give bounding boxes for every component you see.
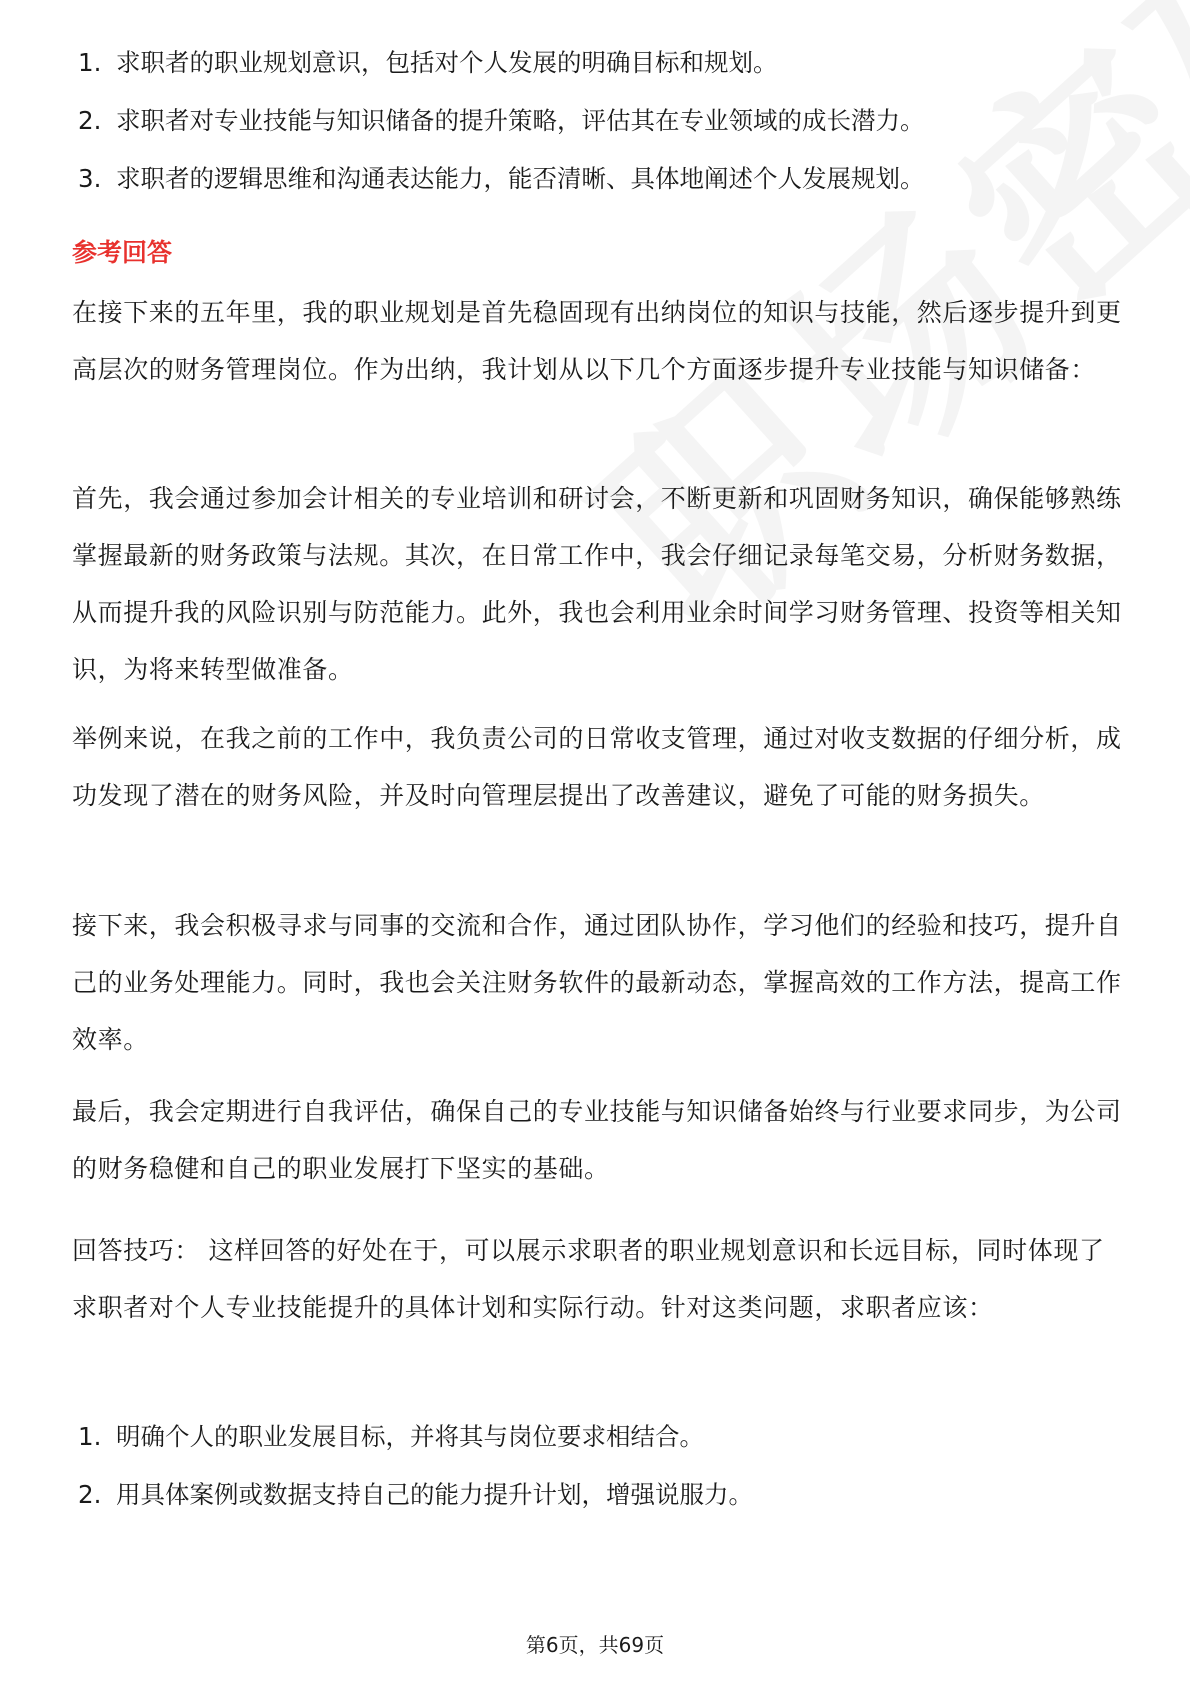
bottom-list [78,1408,1118,1524]
paragraph-example: 举例来说，在我之前的工作中，我负责公司的日常收支管理，通过对收支数据的仔细分析，成功发现了潜在的财务风险，并及时向管理层提出了改善建议，避免了可能的财务损失。 [72,724,1122,810]
page-number: 第6页，共69页 [525,1633,665,1657]
section-heading: 参考回答 [72,238,173,267]
top-list [78,34,1118,208]
paragraph-intro: 在接下来的五年里，我的职业规划是首先稳固现有出纳岗位的知识与技能，然后逐步提升到更高层次的财务管理岗位。作为出纳，我计划从以下几个方面逐步提升专业技能与知识储备： [72,298,1122,384]
paragraph-first: 首先，我会通过参加会计相关的专业培训和研讨会，不断更新和巩固财务知识，确保能够熟练掌握最新的财务政策与法规。其次，在日常工作中，我会仔细记录每笔交易，分析财务数据，从而提升我的风险识别与防范能力。此外，我也会利用业余时间学习财务管理、投资等相关知识，为将来转型做准备。 [72,484,1122,684]
paragraph-next: 接下来，我会积极寻求与同事的交流和合作，通过团队协作，学习他们的经验和技巧，提升自己的业务处理能力。同时，我也会关注财务软件的最新动态，掌握高效的工作方法，提高工作效率。 [72,911,1122,1054]
list-item: 1. 求职者的职业规划意识，包括对个人发展的明确目标和规划。 [78,48,778,77]
list-item: 2. 求职者对专业技能与知识储备的提升策略，评估其在专业领域的成长潜力。 [78,106,925,135]
paragraph-last: 最后，我会定期进行自我评估，确保自己的专业技能与知识储备始终与行业要求同步，为公司的财务稳健和自己的职业发展打下坚实的基础。 [72,1097,1122,1183]
paragraph-tips: 回答技巧： 这样回答的好处在于，可以展示求职者的职业规划意识和长远目标，同时体现了求职者对个人专业技能提升的具体计划和实际行动。针对这类问题，求职者应该： [72,1236,1105,1322]
list-item: 1. 明确个人的职业发展目标，并将其与岗位要求相结合。 [78,1422,704,1451]
list-item: 3. 求职者的逻辑思维和沟通表达能力，能否清晰、具体地阐述个人发展规划。 [78,164,925,193]
list-item: 2. 用具体案例或数据支持自己的能力提升计划，增强说服力。 [78,1480,753,1509]
